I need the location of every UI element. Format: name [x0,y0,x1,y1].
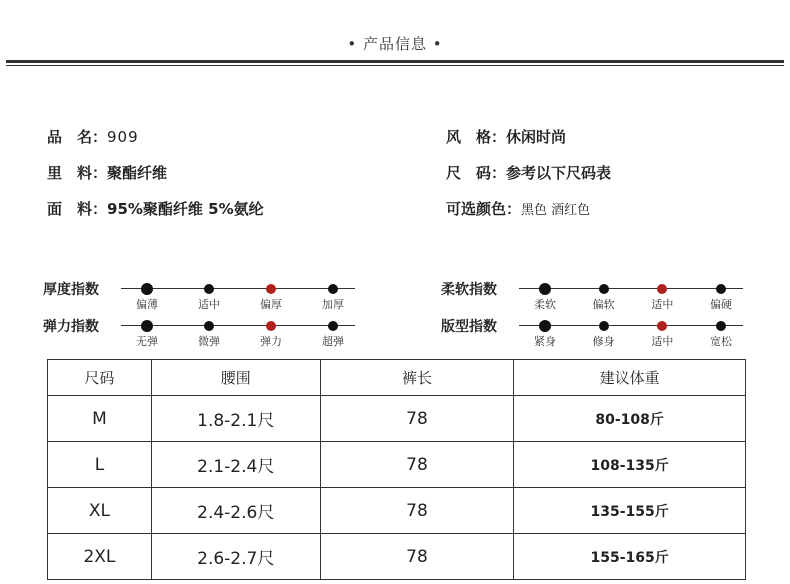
info-name-label: 品 名： [47,128,108,146]
elasticity-scale-dot [266,321,276,331]
cell-weight: 155-165斤 [514,534,746,580]
info-fabric-label: 面 料： [47,200,108,218]
info-lining [47,162,167,183]
softness-scale-dot [716,284,726,294]
elasticity-scale-label: 无弹 [136,335,158,348]
info-size-label: 尺 码： [446,164,507,182]
header-size: 尺码 [48,360,152,396]
softness-scale-dot [599,284,609,294]
header-weight: 建议体重 [514,360,746,396]
softness-scale-line [519,288,743,289]
thickness-scale-dot [141,283,153,295]
thickness-scale [43,279,363,319]
thickness-scale-label: 适中 [198,298,220,311]
table-row [48,488,746,534]
size-table [47,359,746,580]
fit-scale-line [519,325,743,326]
softness-scale [441,279,751,319]
softness-scale-label: 柔软 [534,298,556,311]
elasticity-scale-name: 弹力指数 [43,319,99,335]
thickness-scale-label: 偏厚 [260,298,282,311]
fit-scale-label: 宽松 [710,335,732,348]
cell-weight: 80-108斤 [514,396,746,442]
info-size [446,162,611,183]
thickness-scale-line [121,288,355,289]
info-fabric [47,198,264,219]
table-row [48,396,746,442]
info-name [47,126,139,147]
softness-scale-label: 偏硬 [710,298,732,311]
info-lining-label: 里 料： [47,164,108,182]
fit-scale-dot [539,320,551,332]
fit-scale-name: 版型指数 [441,319,497,335]
cell-size: XL [48,488,152,534]
info-style [446,126,566,147]
elasticity-scale-label: 弹力 [260,335,282,348]
cell-waist: 1.8-2.1尺 [151,396,320,442]
thickness-scale-name: 厚度指数 [43,282,99,298]
info-lining-value: 聚酯纤维 [107,164,168,182]
table-row [48,442,746,488]
thickness-scale-dot [204,284,214,294]
softness-scale-label: 适中 [651,298,674,311]
cell-size: L [48,442,152,488]
cell-length: 78 [320,396,514,442]
thickness-scale-label: 加厚 [322,298,344,311]
thickness-scale-dot [266,284,276,294]
fit-scale-dot [599,321,609,331]
info-style-value: 休闲时尚 [506,128,567,146]
softness-scale-dot [657,284,667,294]
header-waist: 腰围 [151,360,320,396]
softness-scale-name: 柔软指数 [441,282,497,298]
info-color-label: 可选颜色： [446,200,522,218]
fit-scale-label: 紧身 [534,335,556,348]
cell-size: 2XL [48,534,152,580]
cell-size: M [48,396,152,442]
elasticity-scale-label: 微弹 [198,335,220,348]
fit-scale-dot [657,321,667,331]
elasticity-scale [43,316,363,356]
info-name-value: 909 [107,128,139,146]
header-length: 裤长 [320,360,514,396]
cell-length: 78 [320,442,514,488]
fit-scale-label: 适中 [651,335,674,348]
cell-waist: 2.1-2.4尺 [151,442,320,488]
fit-scale-label: 修身 [592,335,615,348]
fit-scale [441,316,751,356]
size-table-header-row [48,360,746,396]
info-color [446,198,590,219]
cell-waist: 2.4-2.6尺 [151,488,320,534]
thickness-scale-label: 偏薄 [136,298,158,311]
info-style-label: 风 格： [446,128,507,146]
softness-scale-dot [539,283,551,295]
cell-length: 78 [320,488,514,534]
elasticity-scale-line [121,325,355,326]
title-divider-thick [6,60,784,63]
cell-weight: 108-135斤 [514,442,746,488]
cell-length: 78 [320,534,514,580]
info-size-value: 参考以下尺码表 [506,164,612,182]
table-row [48,534,746,580]
fit-scale-dot [716,321,726,331]
info-color-value: 黑色 酒红色 [521,203,591,218]
cell-waist: 2.6-2.7尺 [151,534,320,580]
elasticity-scale-dot [204,321,214,331]
elasticity-scale-dot [328,321,338,331]
elasticity-scale-label: 超弹 [322,335,344,348]
softness-scale-label: 偏软 [592,298,615,311]
cell-weight: 135-155斤 [514,488,746,534]
elasticity-scale-dot [141,320,153,332]
info-fabric-value: 95%聚酯纤维 5%氨纶 [107,200,264,218]
section-title: • 产品信息 • [347,35,443,53]
thickness-scale-dot [328,284,338,294]
title-divider-thin [6,65,784,66]
